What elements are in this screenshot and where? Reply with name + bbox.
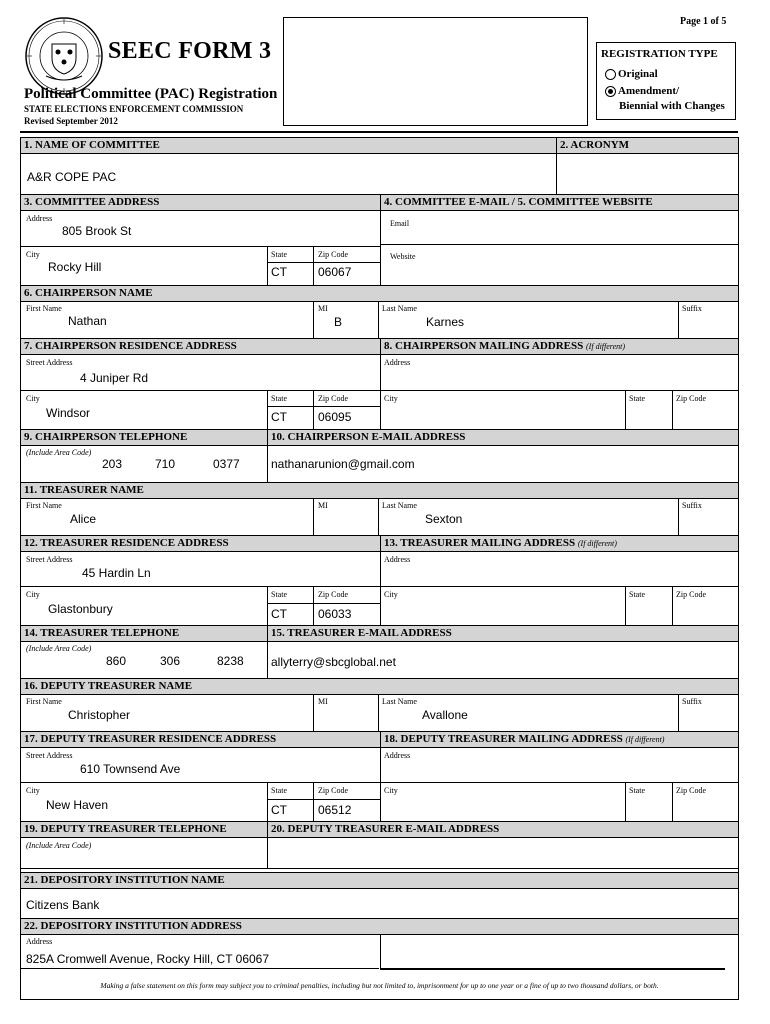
radio-amendment-label: Amendment/ [618,85,680,97]
section-18-heading [380,731,739,748]
divider [20,390,739,391]
divider [20,868,739,869]
chair-phone-line-field[interactable]: 0377 [213,457,240,471]
section-13-heading [380,535,739,552]
label-mi: MI [318,697,328,706]
divider [20,968,379,969]
divider [267,603,380,604]
form-left-border [20,137,21,999]
divider [672,390,673,429]
label-area-code: (Include Area Code) [26,448,92,457]
label-area-code: (Include Area Code) [26,841,92,850]
header-divider [20,131,738,133]
divider [267,246,268,285]
label-mi: MI [318,501,328,510]
label-suffix: Suffix [682,304,702,313]
treasurer-street-field[interactable]: 45 Hardin Ln [82,566,151,580]
section-8-title: 8. CHAIRPERSON MAILING ADDRESS [384,340,584,352]
label-state: State [271,590,287,599]
chair-last-name-field[interactable]: Karnes [426,315,465,329]
divider [313,302,314,338]
section-3-heading: 3. COMMITTEE ADDRESS [20,194,381,211]
divider [267,406,380,407]
label-state: State [271,786,287,795]
treasurer-phone-prefix-field[interactable]: 306 [160,654,181,668]
deputy-first-name-field[interactable]: Christopher [68,708,131,722]
section-9-heading: 9. CHAIRPERSON TELEPHONE [20,429,268,446]
divider [20,782,739,783]
label-city: City [26,786,40,795]
treasurer-first-name-field[interactable]: Alice [70,512,97,526]
divider [20,246,381,247]
label-mail-zip: Zip Code [676,394,706,403]
form-title: SEEC FORM 3 [108,38,272,64]
divider [378,499,379,535]
label-mail-zip: Zip Code [676,590,706,599]
divider [267,799,380,800]
deputy-state-field[interactable]: CT [271,803,287,817]
section-4-5-heading: 4. COMMITTEE E-MAIL / 5. COMMITTEE WEBSITE [380,194,739,211]
label-mail-city: City [384,394,398,403]
label-website: Website [390,252,416,261]
label-first-name: First Name [26,697,62,706]
divider [313,586,314,625]
label-first-name: First Name [26,501,62,510]
section-7-heading: 7. CHAIRPERSON RESIDENCE ADDRESS [20,338,381,355]
chair-zip-field[interactable]: 06095 [318,410,352,424]
divider [380,968,725,970]
label-suffix: Suffix [682,501,702,510]
section-20-heading: 20. DEPUTY TREASURER E-MAIL ADDRESS [267,821,739,838]
label-zip: Zip Code [318,786,348,795]
page-number: Page 1 of 5 [680,16,727,27]
chair-city-field[interactable]: Windsor [46,406,91,420]
divider [267,390,268,429]
label-state: State [271,250,287,259]
divider [378,302,379,338]
if-different-note: (If different) [577,539,617,548]
divider [267,838,268,868]
divider [625,782,626,821]
chair-email-field[interactable]: nathanarunion@gmail.com [271,457,415,471]
label-area-code: (Include Area Code) [26,644,92,653]
divider [267,642,268,678]
committee-zip-field[interactable]: 06067 [318,265,352,279]
label-email: Email [390,219,410,228]
chair-mi-field[interactable]: B [334,315,343,329]
divider [313,782,314,821]
section-8-heading [380,338,739,355]
divider [625,390,626,429]
form-subtitle: Political Committee (PAC) Registration [24,86,278,102]
divider [380,748,381,821]
false-statement-warning: Making a false statement on this form may subject you to criminal penalties, including but not limited to, imprisonment for up to one year or a fine of up to two thousand dollars, or both. [100,981,659,990]
divider [378,695,379,731]
divider [556,154,557,194]
divider [672,586,673,625]
chair-phone-prefix-field[interactable]: 710 [155,457,176,471]
divider [267,446,268,482]
divider [678,302,679,338]
divider [672,782,673,821]
section-11-heading: 11. TREASURER NAME [20,482,739,499]
section-21-heading: 21. DEPOSITORY INSTITUTION NAME [20,872,739,889]
form-right-border [738,137,739,999]
label-address: Address [26,214,53,223]
divider [313,695,314,731]
divider [380,935,381,969]
treasurer-state-field[interactable]: CT [271,607,287,621]
section-2-heading: 2. ACRONYM [556,137,739,154]
label-city: City [26,250,40,259]
divider [313,246,314,285]
state-seal [24,16,104,96]
registration-type-heading: REGISTRATION TYPE [601,48,718,60]
label-mail-zip: Zip Code [676,786,706,795]
label-mail-city: City [384,590,398,599]
treasurer-zip-field[interactable]: 06033 [318,607,352,621]
radio-original-label: Original [618,68,658,80]
depository-address-field[interactable]: 825A Cromwell Avenue, Rocky Hill, CT 06067 [26,952,270,966]
treasurer-email-field[interactable]: allyterry@sbcglobal.net [271,655,396,669]
section-16-heading: 16. DEPUTY TREASURER NAME [20,678,739,695]
label-zip: Zip Code [318,590,348,599]
label-state: State [271,394,287,403]
label-last-name: Last Name [382,501,417,510]
divider [313,499,314,535]
divider [380,552,381,625]
label-city: City [26,590,40,599]
divider [267,262,380,263]
section-12-heading: 12. TREASURER RESIDENCE ADDRESS [20,535,381,552]
office-use-box [283,17,588,126]
depository-name-field[interactable]: Citizens Bank [26,898,100,912]
if-different-note: (If different) [625,735,665,744]
section-19-heading: 19. DEPUTY TREASURER TELEPHONE [20,821,268,838]
section-1-heading: 1. NAME OF COMMITTEE [20,137,557,154]
divider [267,586,268,625]
label-mail-city: City [384,786,398,795]
section-10-heading: 10. CHAIRPERSON E-MAIL ADDRESS [267,429,739,446]
deputy-street-field[interactable]: 610 Townsend Ave [80,762,181,776]
section-22-heading: 22. DEPOSITORY INSTITUTION ADDRESS [20,918,739,935]
label-mail-state: State [629,590,645,599]
label-mailing-address: Address [384,358,411,367]
divider [678,695,679,731]
label-mi: MI [318,304,328,313]
label-zip: Zip Code [318,250,348,259]
divider [625,586,626,625]
label-zip: Zip Code [318,394,348,403]
section-14-heading: 14. TREASURER TELEPHONE [20,625,268,642]
committee-city-field[interactable]: Rocky Hill [48,260,102,274]
chair-phone-area-field[interactable]: 203 [102,457,123,471]
label-street-address: Street Address [26,751,73,760]
committee-address-field[interactable]: 805 Brook St [62,224,132,238]
chair-first-name-field[interactable]: Nathan [68,314,107,328]
deputy-last-name-field[interactable]: Avallone [422,708,468,722]
radio-amendment-label-line2: Biennial with Changes [619,100,725,112]
deputy-zip-field[interactable]: 06512 [318,803,352,817]
label-first-name: First Name [26,304,62,313]
section-15-heading: 15. TREASURER E-MAIL ADDRESS [267,625,739,642]
divider [20,586,739,587]
committee-name-field[interactable]: A&R COPE PAC [27,170,117,184]
chair-street-field[interactable]: 4 Juniper Rd [80,371,149,385]
deputy-city-field[interactable]: New Haven [46,798,109,812]
form-bottom-border [20,999,739,1000]
radio-amendment[interactable] [605,86,616,97]
section-6-heading: 6. CHAIRPERSON NAME [20,285,739,302]
section-18-title: 18. DEPUTY TREASURER MAILING ADDRESS [384,733,623,745]
divider [380,211,381,285]
label-city: City [26,394,40,403]
label-mailing-address: Address [384,555,411,564]
label-last-name: Last Name [382,304,417,313]
revised-date: Revised September 2012 [24,116,118,126]
chair-state-field[interactable]: CT [271,410,287,424]
label-last-name: Last Name [382,697,417,706]
label-suffix: Suffix [682,697,702,706]
divider [380,244,739,245]
label-street-address: Street Address [26,555,73,564]
divider [678,499,679,535]
label-mail-state: State [629,394,645,403]
treasurer-last-name-field[interactable]: Sexton [425,512,463,526]
treasurer-phone-line-field[interactable]: 8238 [217,654,244,668]
treasurer-city-field[interactable]: Glastonbury [48,602,113,616]
section-17-heading: 17. DEPUTY TREASURER RESIDENCE ADDRESS [20,731,381,748]
if-different-note: (If different) [586,342,626,351]
radio-original[interactable] [605,69,616,80]
divider [313,390,314,429]
treasurer-phone-area-field[interactable]: 860 [106,654,127,668]
label-mailing-address: Address [384,751,411,760]
section-13-title: 13. TREASURER MAILING ADDRESS [384,537,576,549]
label-street-address: Street Address [26,358,73,367]
divider [380,355,381,429]
committee-state-field[interactable]: CT [271,265,287,279]
registration-type-box [596,42,736,120]
label-address: Address [26,937,53,946]
agency-name: STATE ELECTIONS ENFORCEMENT COMMISSION [24,104,244,114]
divider [267,782,268,821]
label-mail-state: State [629,786,645,795]
